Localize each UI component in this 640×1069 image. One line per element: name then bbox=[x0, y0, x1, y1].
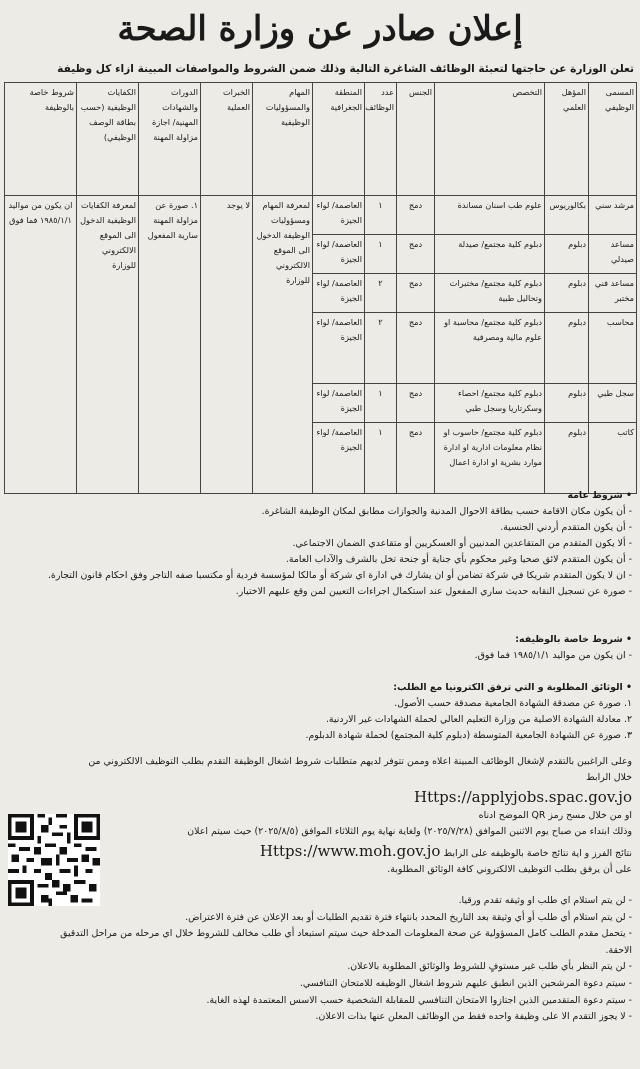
jobs-table bbox=[4, 82, 637, 494]
header-experience: الخبرات العملية bbox=[201, 83, 253, 196]
table-header-row bbox=[5, 83, 637, 196]
cell-count: ٢ bbox=[365, 274, 397, 313]
special-conditions-heading: • شروط خاصة بالوظيفه: bbox=[515, 634, 632, 645]
condition-item: - أن يكون المتقدم أردني الجنسية. bbox=[500, 522, 632, 533]
cell-count: ١ bbox=[365, 196, 397, 235]
cell-competencies: لمعرفة الكفايات الوظيفية الدخول الى الموقع الالكتروني للوزارة bbox=[77, 196, 139, 494]
cell-title: مساعد صيدلي bbox=[589, 235, 637, 274]
cell-gender: دمج bbox=[397, 235, 435, 274]
cell-title: سجل طبي bbox=[589, 384, 637, 423]
attach-text: على أن يرفق بطلب التوظيف الالكتروني كافة الوثائق المطلوبة. bbox=[387, 864, 632, 875]
date-text: وذلك ابتداء من صباح يوم الاثنين الموافق (٢٠٢٥/٧/٢٨) ولغاية نهاية يوم الثلاثاء الموافق (٢٠٢٥/٨/٥) حيث سيتم اعلان bbox=[187, 826, 632, 837]
note-item: - يتحمل مقدم الطلب كامل المسؤولية عن صحة المعلومات المدخلة حيث سيتم استبعاد أي طلب مخالف للشروط خلال اي مرحله من مراحل التدقيق bbox=[60, 928, 632, 940]
cell-degree: بكالوريوس bbox=[545, 196, 589, 235]
header-area: المنطقة الجغرافية bbox=[313, 83, 365, 196]
header-count: عدد الوظائف bbox=[365, 83, 397, 196]
cell-area: العاصمة/ لواء الجيزة bbox=[313, 196, 365, 235]
application-info bbox=[8, 754, 632, 878]
apply-text: وعلى الراغبين بالتقدم لإشغال الوظائف المبينة اعلاه وممن تتوفر لديهم متطلبات شروط اشغال الوظيفة التقدم بطلب التوظيف الالكتروني من bbox=[88, 756, 632, 767]
results-label: نتائج الفرز و اية نتائج خاصة بالوظيفه على الرابط bbox=[443, 848, 632, 859]
note-item: - لن يتم النظر بأي طلب غير مستوفٍ للشروط والوثائق المطلوبة بالاعلان. bbox=[347, 961, 632, 973]
apply-link[interactable]: Https://applyjobs.spac.gov.jo bbox=[414, 788, 632, 806]
ministry-link[interactable]: Https://www.moh.gov.jo bbox=[259, 842, 441, 860]
cell-specialization: دبلوم كلية مجتمع/ محاسبة او علوم مالية ومصرفية bbox=[435, 313, 545, 384]
cell-title: مرشد سني bbox=[589, 196, 637, 235]
cell-gender: دمج bbox=[397, 423, 435, 494]
special-conditions bbox=[8, 632, 632, 664]
header-special: شروط خاصة بالوظيفة bbox=[5, 83, 77, 196]
apply-text: خلال الرابط bbox=[586, 772, 632, 783]
notes-list bbox=[8, 893, 632, 1026]
cell-specialization: دبلوم كلية مجتمع/ حاسوب او نظام معلومات ادارية او ادارة موارد بشرية او ادارة اعمال bbox=[435, 423, 545, 494]
condition-item: - ان لا يكون المتقدم شريكا في شركة تضامن أو ان يشارك في ادارة اي شركة أو مالكا لمؤسسة فردية أو مكتسبا صفه التاجر وفق احكام قانون التجارة. bbox=[47, 570, 632, 581]
cell-duties: لمعرفة المهام ومسؤوليات الوظيفة الدخول الى الموقع الالكتروني للوزارة bbox=[253, 196, 313, 494]
cell-gender: دمج bbox=[397, 196, 435, 235]
condition-item: - ألا يكون المتقدم من المتقاعدين المدنيين أو العسكريين أو متقاعدي الضمان الاجتماعي. bbox=[292, 538, 632, 549]
cell-special: ان يكون من مواليد ١٩٨٥/١/١ فما فوق bbox=[5, 196, 77, 494]
cell-gender: دمج bbox=[397, 384, 435, 423]
cell-courses: ١. صورة عن مزاولة المهنة سارية المفعول bbox=[139, 196, 201, 494]
general-conditions-heading: • شروط عامة bbox=[567, 490, 632, 501]
cell-degree: دبلوم bbox=[545, 384, 589, 423]
cell-count: ١ bbox=[365, 235, 397, 274]
cell-specialization: دبلوم كلية مجتمع/ احصاء وسكرتاريا وسجل طبي bbox=[435, 384, 545, 423]
note-item: - سيتم دعوة المرشحين الذين انطبق عليهم شروط اشغال الوظيفه للامتحان التنافسي. bbox=[299, 977, 632, 989]
general-conditions bbox=[8, 488, 632, 600]
documents-heading: • الوثائق المطلوبة و التي ترفق الكترونيا مع الطلب: bbox=[393, 682, 632, 693]
qr-text: او من خلال مسح رمز QR الموضح ادناه bbox=[478, 810, 632, 821]
cell-specialization: علوم طب اسنان مساندة bbox=[435, 196, 545, 235]
condition-item: - أن يكون مكان الاقامة حسب بطاقة الاحوال المدنية والجوازات مطابق لمكان الوظيفة الشاغرة. bbox=[261, 506, 632, 517]
required-documents bbox=[8, 680, 632, 744]
results-text bbox=[8, 840, 632, 862]
note-item: الاحقة. bbox=[605, 944, 632, 956]
cell-count: ١ bbox=[365, 423, 397, 494]
cell-experience: لا يوجد bbox=[201, 196, 253, 494]
header-courses: الدورات والشهادات المهنية/ اجازة مزاولة المهنة bbox=[139, 83, 201, 196]
table-row bbox=[5, 196, 637, 235]
cell-gender: دمج bbox=[397, 313, 435, 384]
header-gender: الجنس bbox=[397, 83, 435, 196]
document-item: ١. صورة عن مصدقة الشهادة الجامعية مصدقة حسب الأصول. bbox=[394, 698, 632, 709]
note-item: - لن يتم استلام اي طلب او وثيقه تقدم ورقيا. bbox=[458, 895, 632, 906]
cell-area: العاصمة/ لواء الجيزة bbox=[313, 274, 365, 313]
page-title: إعلان صادر عن وزارة الصحة bbox=[117, 9, 523, 49]
document-item: ٢. معادلة الشهادة الاصلية من وزارة التعليم العالي لحملة الشهادات غير الاردنية. bbox=[325, 714, 632, 725]
cell-title: مساعد فني مختبر bbox=[589, 274, 637, 313]
cell-degree: دبلوم bbox=[545, 313, 589, 384]
header-degree: المؤهل العلمي bbox=[545, 83, 589, 196]
condition-item: - صورة عن تسجيل النقابه حديث ساري المفعول عند استكمال اجراءات التعيين لمن وقع عليهم الاختيار. bbox=[235, 586, 632, 597]
cell-specialization: دبلوم كلية مجتمع/ صيدلة bbox=[435, 235, 545, 274]
cell-count: ٢ bbox=[365, 313, 397, 384]
note-item: - لا يجوز التقدم الا على وظيفة واحده فقط من الوظائف المعلن عنها بذات الاعلان. bbox=[315, 1011, 632, 1023]
note-item: - سيتم دعوة المتقدمين الذين اجتازوا الامتحان التنافسي للمقابلة الشخصية حسب الاسس المعتمدة لهذه الغاية. bbox=[206, 994, 632, 1006]
cell-degree: دبلوم bbox=[545, 235, 589, 274]
condition-item: - ان يكون من مواليد ١٩٨٥/١/١ فما فوق. bbox=[474, 650, 632, 661]
intro-text: تعلن الوزارة عن حاجتها لتعبئة الوظائف الشاغرة التالية وذلك ضمن الشروط والمواصفات المبينة ازاء كل وظيفة bbox=[57, 63, 634, 75]
cell-degree: دبلوم bbox=[545, 274, 589, 313]
header-title: المسمى الوظيفي bbox=[589, 83, 637, 196]
cell-title: كاتب bbox=[589, 423, 637, 494]
cell-specialization: دبلوم كلية مجتمع/ مختبرات وتحاليل طبية bbox=[435, 274, 545, 313]
cell-degree: دبلوم bbox=[545, 423, 589, 494]
note-item: - لن يتم استلام أي طلب أو أي وثيقة بعد التاريخ المحدد بانتهاء فترة تقديم الطلبات أو بعد الإعلان عن فترة الاعتراض. bbox=[185, 911, 632, 923]
header-duties: المهام والمسؤوليات الوظيفية bbox=[253, 83, 313, 196]
document-item: ٣. صورة عن الشهادة الجامعية المتوسطة (دبلوم كلية المجتمع) لحملة شهادة الدبلوم. bbox=[305, 730, 632, 741]
cell-area: العاصمة/ لواء الجيزة bbox=[313, 423, 365, 494]
cell-count: ١ bbox=[365, 384, 397, 423]
condition-item: - أن يكون المتقدم لائق صحيا وغير محكوم بأي جناية أو جنحة تخل بالشرف والآداب العامة. bbox=[285, 554, 632, 565]
cell-area: العاصمة/ لواء الجيزة bbox=[313, 384, 365, 423]
cell-area: العاصمة/ لواء الجيزة bbox=[313, 235, 365, 274]
cell-area: العاصمة/ لواء الجيزة bbox=[313, 313, 365, 384]
cell-title: محاسب bbox=[589, 313, 637, 384]
header-competencies: الكفايات الوظيفية (حسب بطاقة الوصف الوظيفي) bbox=[77, 83, 139, 196]
header-specialization: التخصص bbox=[435, 83, 545, 196]
cell-gender: دمج bbox=[397, 274, 435, 313]
